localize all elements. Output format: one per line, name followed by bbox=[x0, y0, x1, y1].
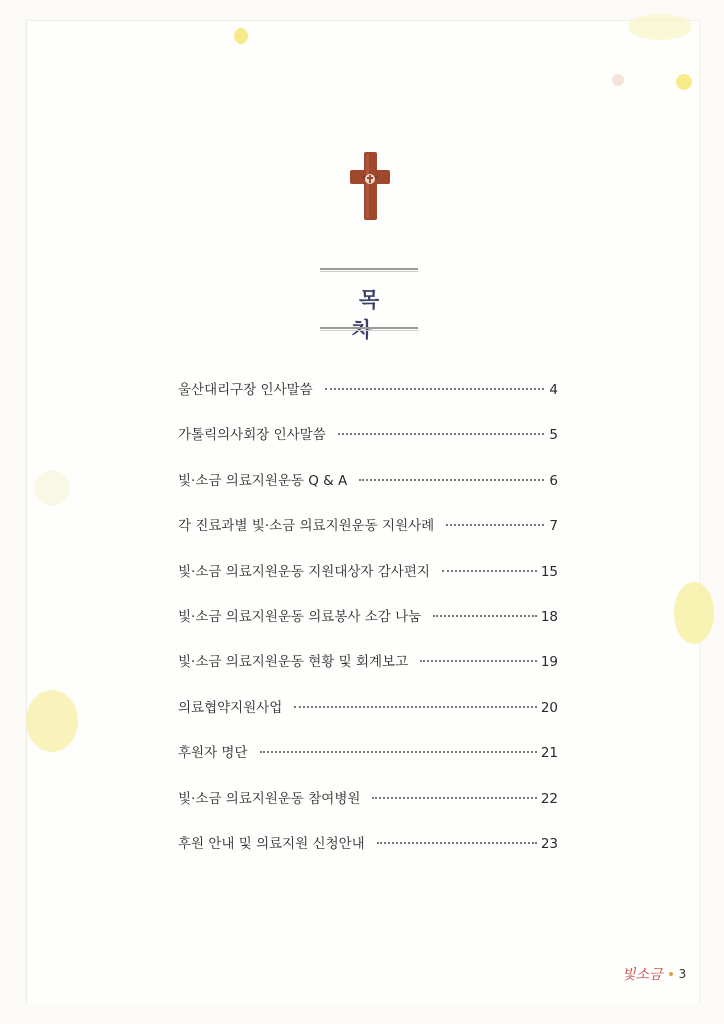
toc-leader-dots bbox=[359, 478, 544, 481]
toc-entry-page: 18 bbox=[540, 608, 558, 625]
toc-entry-page: 5 bbox=[549, 427, 558, 444]
decor-dot-top-right bbox=[676, 74, 692, 90]
toc-entry-page: 19 bbox=[540, 654, 558, 671]
toc-entry-label: 후원자 명단 bbox=[178, 745, 248, 762]
toc-leader-dots bbox=[294, 705, 536, 708]
decor-dot-top-left bbox=[234, 28, 248, 44]
footer-brand-logo: 빛소금 bbox=[622, 967, 663, 983]
toc-entry-page: 4 bbox=[549, 382, 558, 398]
toc-entry-label: 빛·소금 의료지원운동 의료봉사 소감 나눔 bbox=[178, 608, 422, 625]
toc-entry[interactable] bbox=[178, 650, 558, 695]
toc-entry-label: 의료협약지원사업 bbox=[178, 699, 283, 716]
toc-entry[interactable] bbox=[178, 514, 558, 559]
title-rule-bottom bbox=[320, 327, 418, 329]
toc-entry[interactable] bbox=[178, 696, 558, 741]
title-rule-top bbox=[320, 268, 418, 270]
decor-blob-left-faint bbox=[34, 470, 70, 506]
toc-entry[interactable] bbox=[178, 378, 558, 423]
toc-leader-dots bbox=[377, 841, 537, 844]
toc-leader-dots bbox=[433, 614, 537, 617]
toc-entry-page: 15 bbox=[540, 563, 558, 580]
toc-entry[interactable] bbox=[178, 469, 558, 514]
page-title: 목 bbox=[358, 287, 394, 312]
page-number: 3 bbox=[678, 967, 687, 981]
toc-entry[interactable] bbox=[178, 605, 558, 650]
page-footer bbox=[622, 962, 686, 986]
toc-entry-label: 빛·소금 의료지원운동 Q & A bbox=[178, 472, 348, 489]
toc-entry-label: 각 진료과별 빛·소금 의료지원운동 지원사례 bbox=[178, 518, 435, 535]
toc-entry[interactable] bbox=[178, 741, 558, 786]
footer-dot-icon bbox=[669, 972, 673, 976]
toc-list bbox=[178, 378, 558, 877]
toc-leader-dots bbox=[446, 523, 544, 526]
toc-entry-label: 빛·소금 의료지원운동 지원대상자 감사편지 bbox=[178, 563, 430, 580]
toc-entry-page: 21 bbox=[540, 745, 558, 762]
toc-entry-page: 22 bbox=[540, 790, 558, 807]
toc-entry-page: 6 bbox=[549, 472, 558, 489]
decor-dot-small-pink bbox=[612, 74, 624, 86]
toc-entry-label: 빛·소금 의료지원운동 현황 및 회계보고 bbox=[178, 654, 409, 671]
decor-blob-right bbox=[674, 582, 714, 644]
toc-entry[interactable] bbox=[178, 832, 558, 877]
toc-leader-dots bbox=[372, 796, 536, 799]
toc-leader-dots bbox=[325, 387, 544, 390]
toc-leader-dots bbox=[442, 569, 537, 572]
toc-leader-dots bbox=[420, 659, 537, 662]
toc-entry[interactable] bbox=[178, 560, 558, 605]
wooden-cross-icon bbox=[348, 150, 392, 222]
toc-entry[interactable] bbox=[178, 423, 558, 468]
toc-leader-dots bbox=[260, 750, 537, 753]
toc-entry-page: 7 bbox=[549, 518, 558, 535]
toc-entry-page: 23 bbox=[540, 835, 558, 852]
toc-leader-dots bbox=[338, 432, 544, 435]
toc-entry-label: 빛·소금 의료지원운동 참여병원 bbox=[178, 790, 361, 807]
decor-dot-top-right-faint bbox=[628, 14, 692, 40]
toc-entry-label: 후원 안내 및 의료지원 신청안내 bbox=[178, 835, 365, 852]
toc-entry-label: 가톨릭의사회장 인사말씀 bbox=[178, 427, 326, 444]
decor-blob-left bbox=[26, 690, 78, 752]
toc-title-block bbox=[320, 268, 418, 330]
toc-entry[interactable] bbox=[178, 787, 558, 832]
toc-entry-label: 울산대리구장 인사말씀 bbox=[178, 382, 313, 398]
toc-entry-page: 20 bbox=[540, 699, 558, 716]
